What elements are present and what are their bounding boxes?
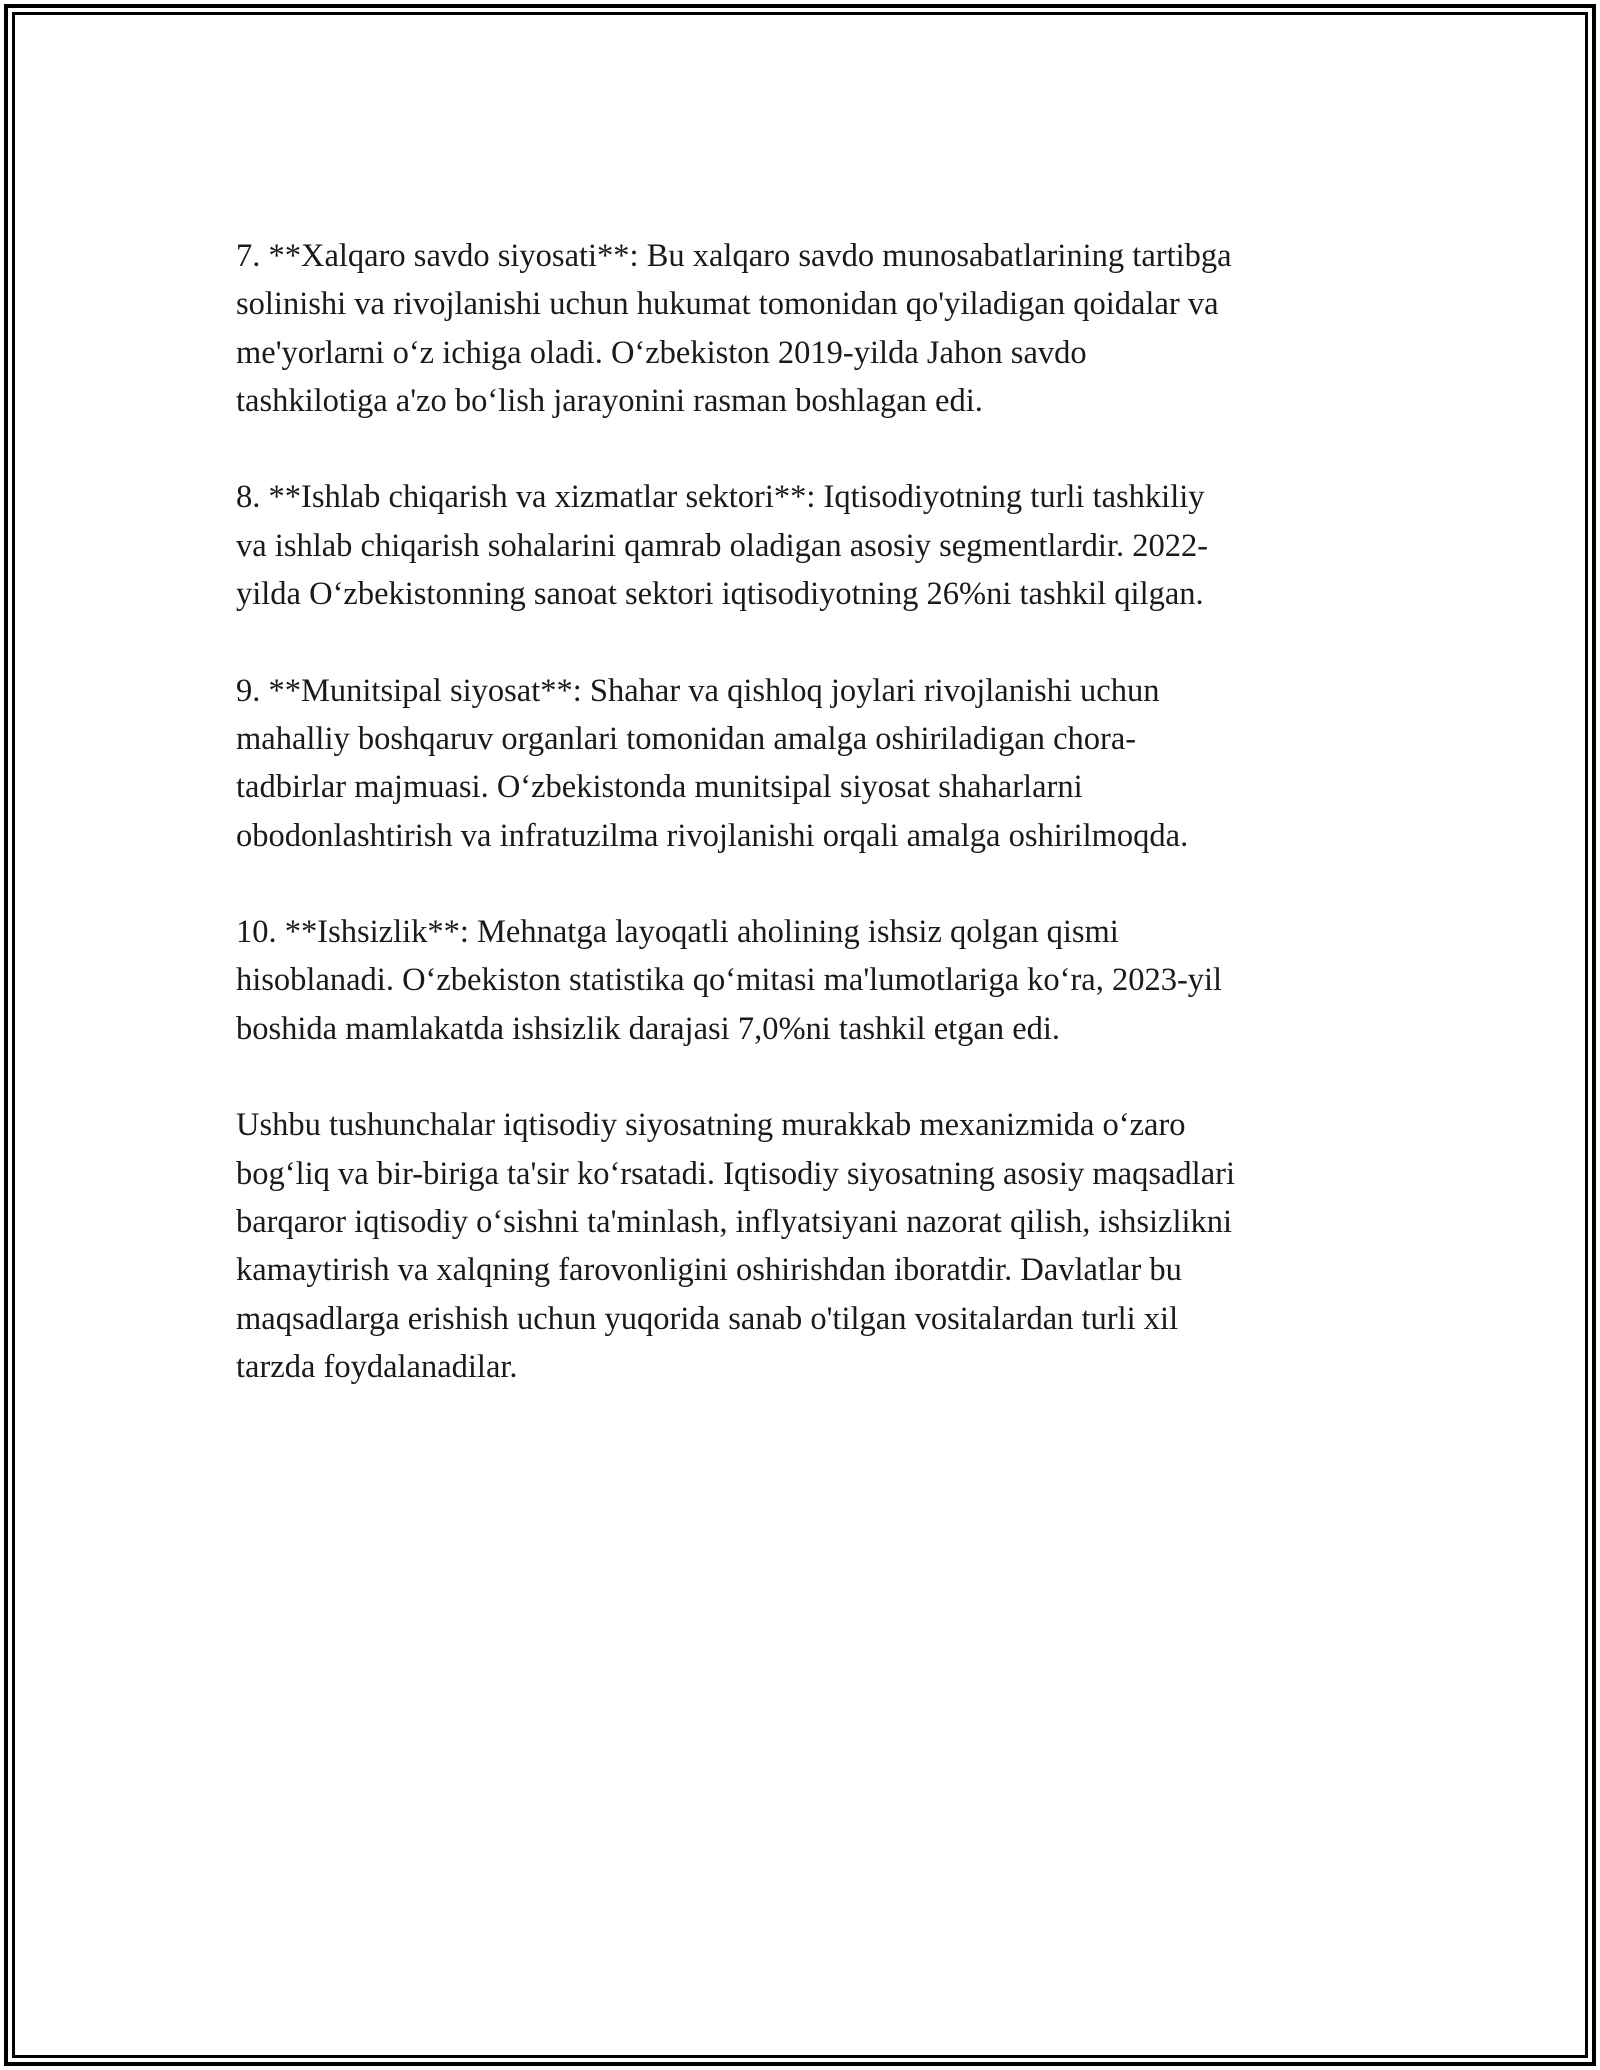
paragraph-production-services-sector xyxy=(236,473,1370,618)
text-line: hisoblanadi. O‘zbekiston statistika qo‘mitasi ma'lumotlariga ko‘ra, 2023-yil xyxy=(236,962,1223,999)
paragraph-municipal-policy xyxy=(236,667,1370,860)
document-body xyxy=(236,232,1370,1439)
text-line: obodonlashtirish va infratuzilma rivojlanishi orqali amalga oshirilmoqda. xyxy=(236,817,1189,854)
paragraph-unemployment xyxy=(236,908,1370,1053)
text-line: barqaror iqtisodiy o‘sishni ta'minlash, inflyatsiyani nazorat qilish, ishsizlikni xyxy=(236,1203,1233,1240)
text-line: 7. **Xalqaro savdo siyosati**: Bu xalqaro savdo munosabatlarining tartibga xyxy=(236,238,1232,274)
text-line: 9. **Munitsipal siyosat**: Shahar va qishloq joylari rivojlanishi uchun xyxy=(236,672,1160,709)
text-line: boshida mamlakatda ishsizlik darajasi 7,0%ni tashkil etgan edi. xyxy=(236,1010,1061,1047)
paragraph-international-trade-policy xyxy=(236,232,1370,425)
text-line: 10. **Ishsizlik**: Mehnatga layoqatli aholining ishsiz qolgan qismi xyxy=(236,914,1119,951)
text-line: yilda O‘zbekistonning sanoat sektori iqtisodiyotning 26%ni tashkil qilgan. xyxy=(236,576,1204,613)
text-line: maqsadlarga erishish uchun yuqorida sanab o'tilgan vositalardan turli xil xyxy=(236,1300,1179,1337)
text-line: tarzda foydalanadilar. xyxy=(236,1348,518,1385)
text-line: va ishlab chiqarish sohalarini qamrab oladigan asosiy segmentlardir. 2022- xyxy=(236,527,1209,564)
text-line: kamaytirish va xalqning farovonligini oshirishdan iboratdir. Davlatlar bu xyxy=(236,1252,1182,1289)
text-line: tashkilotiga a'zo bo‘lish jarayonini rasman boshlagan edi. xyxy=(236,382,983,419)
text-line: mahalliy boshqaruv organlari tomonidan amalga oshiriladigan chora- xyxy=(236,720,1137,757)
text-line: me'yorlarni o‘z ichiga oladi. O‘zbekiston 2019-yilda Jahon savdo xyxy=(236,334,1087,371)
text-line: solinishi va rivojlanishi uchun hukumat tomonidan qo'yiladigan qoidalar va xyxy=(236,286,1219,323)
text-line: bog‘liq va bir-biriga ta'sir ko‘rsatadi. Iqtisodiy siyosatning asosiy maqsadlari xyxy=(236,1155,1235,1192)
text-line: Ushbu tushunchalar iqtisodiy siyosatning murakkab mexanizmida o‘zaro xyxy=(236,1107,1186,1144)
paragraph-conclusion xyxy=(236,1101,1370,1391)
text-line: 8. **Ishlab chiqarish va xizmatlar sektori**: Iqtisodiyotning turli tashkiliy xyxy=(236,479,1205,516)
text-line: tadbirlar majmuasi. O‘zbekistonda munitsipal siyosat shaharlarni xyxy=(236,769,1083,806)
